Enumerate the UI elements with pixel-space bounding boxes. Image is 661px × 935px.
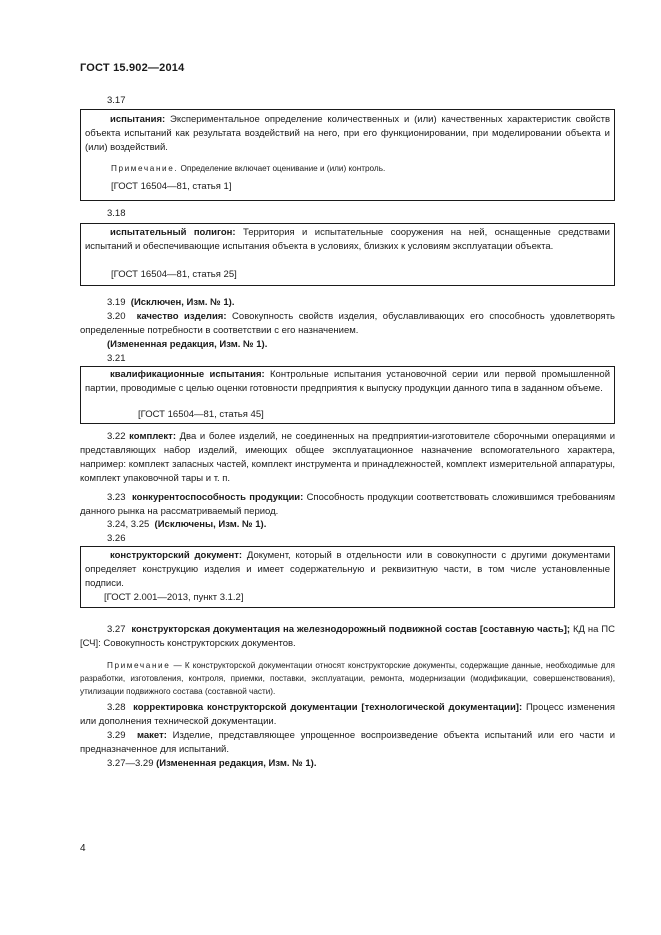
note-3-27	[80, 659, 615, 698]
term-name: комплект:	[129, 431, 176, 442]
term-3-28	[80, 701, 615, 729]
definition-text: Совокупность свойств изделия, обуславливающих его способность удовлетворять определенные потребности в соответствии с его назначением.	[80, 311, 615, 336]
note-text: Определение включает оценивание и (или) контроль.	[178, 164, 386, 173]
definition-text: Экспериментальное определение количественных и (или) качественных характеристик свойств объекта испытаний как результата воздействий на него, при его функционировании, при моделировании объекта и (или) воздействий.	[85, 114, 610, 153]
note-text: — К конструкторской документации относят конструкторские документы, содержащие данные, необходимые для разработки, изготовления, контроля, приемки, поставки, эксплуатации, ремонта, модернизации (модификации, совершенствования), утилизации подвижного состава (составной части).	[80, 661, 615, 696]
term-3-29	[80, 729, 615, 757]
definition-text: Изделие, представляющее упрощенное воспроизведение объекта испытаний или его части и предназначенное для испытаний.	[80, 730, 615, 755]
term-number: 3.27	[107, 624, 126, 635]
term-definition-3-17	[85, 113, 610, 155]
document-header: ГОСТ 15.902—2014	[80, 62, 185, 74]
definition-text: Территория и испытательные сооружения на ней, оснащенные средствами испытаний и обеспечивающие испытания объекта в условиях, близких к условиям эксплуатации объекта.	[85, 227, 610, 252]
term-box-3-17	[80, 109, 615, 201]
definition-text: КД на ПС [СЧ]: Совокупность конструкторских документов.	[80, 624, 615, 649]
term-box-3-18	[80, 223, 615, 286]
term-3-24-3-25	[107, 518, 266, 532]
term-number: 3.20	[107, 311, 126, 322]
definition-text: Способность продукции соответствовать сложившимся требованиям данного рынка на рассматриваемый период.	[80, 492, 616, 517]
term-number-3-21: 3.21	[107, 353, 126, 364]
definition-text: Процесс изменения или дополнения технической документации.	[80, 702, 615, 727]
term-name: конструкторский документ:	[110, 550, 243, 561]
term-number: 3.24, 3.25	[107, 519, 150, 530]
reference-3-21: [ГОСТ 16504—81, статья 45]	[138, 409, 264, 420]
page-number: 4	[80, 843, 86, 854]
term-3-22	[80, 430, 615, 486]
changed-note-3-27-3-29	[107, 757, 316, 771]
term-3-20	[80, 310, 615, 338]
changed-text: (Измененная редакция, Изм. № 1).	[156, 758, 317, 769]
definition-text: Документ, который в отдельности или в совокупности с другими документами определяет конструкцию изделия и имеет содержательную и реквизитную части, в том числе установленные подписи.	[85, 550, 610, 589]
term-3-27	[80, 623, 615, 651]
note-label: Примечание	[107, 661, 171, 670]
term-number: 3.22	[107, 431, 126, 442]
term-name: корректировка конструкторской документации [технологической документации]:	[133, 702, 523, 713]
term-name: качество изделия:	[136, 311, 227, 322]
definition-text: Контрольные испытания установочной серии или первой промышленной партии, проводимые с целью оценки готовности предприятия к выпуску продукции данного типа в заданном объеме.	[85, 369, 610, 394]
term-number-3-26: 3.26	[107, 533, 126, 544]
reference-3-17: [ГОСТ 16504—81, статья 1]	[111, 181, 232, 192]
term-name: испытательный полигон:	[110, 227, 236, 238]
term-name: конкурентоспособность продукции:	[132, 492, 304, 503]
term-number: 3.29	[107, 730, 126, 741]
reference-3-26: [ГОСТ 2.001—2013, пункт 3.1.2]	[104, 592, 244, 603]
term-name: квалификационные испытания:	[110, 369, 265, 380]
changed-text: (Измененная редакция, Изм. № 1).	[107, 339, 268, 350]
term-definition-3-26	[85, 549, 610, 591]
term-name: конструкторская документация на железнодорожный подвижной состав [составную часть];	[131, 624, 571, 635]
reference-3-18: [ГОСТ 16504—81, статья 25]	[111, 269, 237, 280]
term-name: испытания:	[110, 114, 166, 125]
definition-text: Два и более изделий, не соединенных на предприятии-изготовителе сборочными операциями и представляющих набор изделий, имеющих общее эксплуатационное назначение вспомогательного характера, например: комплект запасных частей, комплект инструмента и принадлежностей, комплект измерительной аппаратуры, комплект упаковочной тары и т. п.	[80, 431, 615, 484]
term-number: 3.28	[107, 702, 126, 713]
note-3-17	[111, 162, 606, 175]
term-name: макет:	[136, 730, 167, 741]
term-definition-3-18	[85, 226, 610, 254]
excluded-note: (Исключен, Изм. № 1).	[130, 297, 235, 308]
term-box-3-21	[80, 366, 615, 424]
term-number: 3.19	[107, 297, 126, 308]
excluded-note: (Исключены, Изм. № 1).	[154, 519, 267, 530]
term-number: 3.23	[107, 492, 126, 503]
changed-note-3-20	[107, 338, 267, 352]
term-definition-3-21	[85, 368, 610, 396]
term-number: 3.27—3.29	[107, 758, 154, 769]
note-label: Примечание.	[111, 164, 179, 173]
term-number-3-17: 3.17	[107, 95, 126, 106]
term-number-3-18: 3.18	[107, 208, 126, 219]
term-box-3-26	[80, 546, 615, 608]
term-3-19	[107, 296, 234, 310]
term-3-23	[80, 491, 615, 519]
